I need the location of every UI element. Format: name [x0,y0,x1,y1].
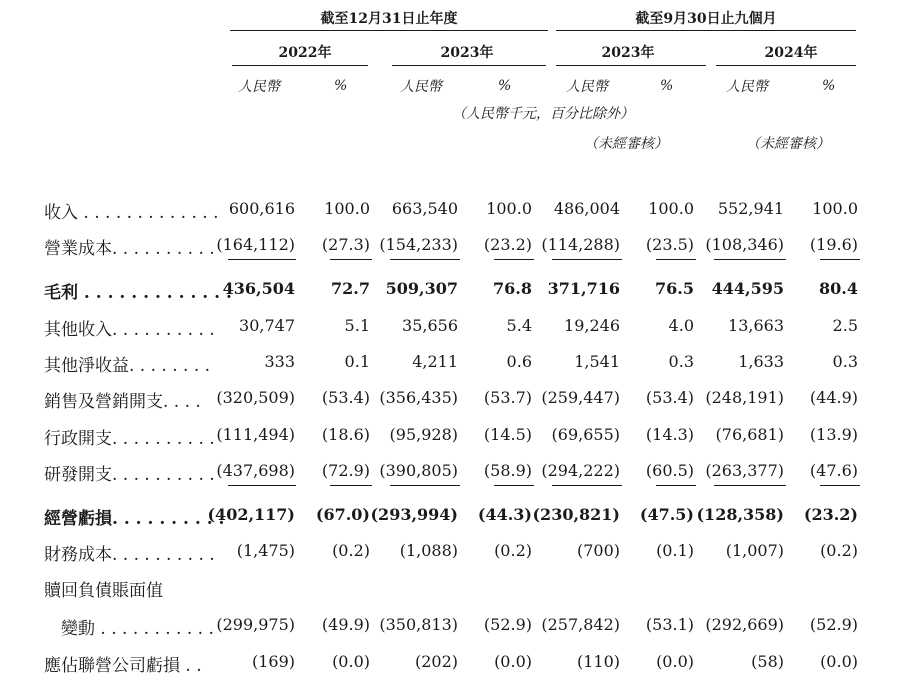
table-cell: (293,994) [370,505,458,524]
table-cell: (0.0) [820,652,858,671]
table-cell: 0.6 [506,352,532,371]
table-cell: 444,595 [711,279,784,298]
year-rule-2023-9m [556,65,706,66]
table-cell: (53.4) [321,388,370,407]
table-cell: (700) [576,541,620,560]
subtotal-rule [552,259,622,260]
table-cell: (23.5) [645,235,694,254]
table-cell: (108,346) [705,235,784,254]
table-cell: (169) [251,652,295,671]
unit-rmb-4: 人民幣 [726,79,768,95]
year-rule-2022 [232,65,368,66]
table-cell: (164,112) [216,235,295,254]
table-cell: (437,698) [216,461,295,480]
table-cell: 333 [264,352,295,371]
table-cell: (52.9) [809,615,858,634]
table-cell: (49.9) [321,615,370,634]
table-cell: (128,358) [696,505,784,524]
table-cell: 72.7 [331,279,370,298]
unit-rmb-2: 人民幣 [400,79,442,95]
table-cell: (27.3) [321,235,370,254]
table-cell: (95,928) [389,425,458,444]
table-cell: (0.2) [820,541,858,560]
unaudited-note-2023: （未經審核） [584,136,668,152]
group-title-fiscal-year: 截至12月31日止年度 [320,11,458,27]
year-rule-2024-9m [716,65,856,66]
table-cell: (53.7) [483,388,532,407]
subtotal-rule [552,485,622,486]
table-cell: (248,191) [705,388,784,407]
row-label: 應佔聯營公司虧損 . . [44,656,202,676]
table-cell: 436,504 [222,279,295,298]
row-label: 其他淨收益. . . . . . . . [44,356,211,376]
table-cell: 552,941 [717,199,784,218]
table-cell: 0.3 [668,352,694,371]
row-label: 變動 . . . . . . . . . . . [44,619,214,639]
subtotal-rule [656,259,696,260]
table-cell: (292,669) [705,615,784,634]
table-cell: 80.4 [819,279,858,298]
table-cell: 13,663 [728,316,784,335]
table-cell: (1,475) [236,541,295,560]
table-cell: 600,616 [228,199,295,218]
table-cell: 0.1 [344,352,370,371]
table-cell: (0.2) [332,541,370,560]
table-cell: (202) [414,652,458,671]
table-cell: (18.6) [321,425,370,444]
row-label: 其他收入. . . . . . . . . . [44,320,215,340]
table-cell: (114,288) [541,235,620,254]
table-cell: (1,007) [725,541,784,560]
row-label: 研發開支. . . . . . . . . . [44,465,215,485]
table-cell: 100.0 [648,199,694,218]
table-cell: (23.2) [803,505,858,524]
table-cell: 663,540 [391,199,458,218]
group-rule-fiscal-year [230,30,548,31]
table-cell: (13.9) [809,425,858,444]
unit-rmb-3: 人民幣 [566,79,608,95]
unit-pct-1: % [334,78,348,94]
table-cell: (320,509) [216,388,295,407]
subtotal-rule [656,485,696,486]
group-rule-nine-months [556,30,856,31]
row-label: 銷售及營銷開支. . . . [44,392,201,412]
table-cell: 1,633 [738,352,784,371]
table-cell: (299,975) [216,615,295,634]
table-cell: 371,716 [547,279,620,298]
row-label: 收入 . . . . . . . . . . . . . [44,203,219,223]
table-cell: (47.5) [639,505,694,524]
table-cell: 100.0 [812,199,858,218]
group-title-nine-months: 截至9月30日止九個月 [635,11,777,27]
table-cell: (154,233) [379,235,458,254]
table-cell: 35,656 [402,316,458,335]
subtotal-rule [330,259,372,260]
table-cell: (52.9) [483,615,532,634]
table-cell: (14.5) [483,425,532,444]
year-header-2024-9m: 2024年 [764,45,818,61]
table-cell: (69,655) [551,425,620,444]
table-cell: (60.5) [645,461,694,480]
row-label: 贖回負債賬面值 [44,581,163,601]
table-cell: (263,377) [705,461,784,480]
unit-pct-3: % [660,78,674,94]
unaudited-note-2024: （未經審核） [746,136,830,152]
row-label: 毛利 . . . . . . . . . . . . . [44,283,232,303]
unit-pct-2: % [498,78,512,94]
table-cell: (1,088) [399,541,458,560]
table-cell: (47.6) [809,461,858,480]
row-label: 營業成本. . . . . . . . . . [44,239,215,259]
table-cell: 19,246 [564,316,620,335]
table-cell: 76.8 [493,279,532,298]
table-cell: (0.0) [332,652,370,671]
table-cell: (76,681) [715,425,784,444]
currency-note: （人民幣千元，百分比除外） [452,106,634,122]
table-cell: (72.9) [321,461,370,480]
subtotal-rule [714,485,786,486]
row-label: 經營虧損. . . . . . . . . . [44,509,225,529]
table-cell: (53.1) [645,615,694,634]
table-cell: (0.1) [656,541,694,560]
table-cell: (257,842) [541,615,620,634]
subtotal-rule [820,485,860,486]
table-cell: 486,004 [553,199,620,218]
subtotal-rule [820,259,860,260]
subtotal-rule [494,259,534,260]
table-cell: (350,813) [379,615,458,634]
table-cell: 76.5 [655,279,694,298]
table-cell: (402,117) [207,505,295,524]
table-cell: (67.0) [315,505,370,524]
table-cell: 100.0 [324,199,370,218]
table-cell: (259,447) [541,388,620,407]
table-cell: 0.3 [832,352,858,371]
table-cell: 5.1 [344,316,370,335]
table-cell: (53.4) [645,388,694,407]
table-cell: 2.5 [832,316,858,335]
subtotal-rule [390,485,460,486]
table-cell: (356,435) [379,388,458,407]
table-cell: (44.3) [477,505,532,524]
table-cell: (44.9) [809,388,858,407]
subtotal-rule [494,485,534,486]
table-cell: (58.9) [483,461,532,480]
table-cell: (0.0) [494,652,532,671]
table-cell: (0.0) [656,652,694,671]
table-cell: (0.2) [494,541,532,560]
subtotal-rule [330,485,372,486]
unit-rmb-1: 人民幣 [238,79,280,95]
year-rule-2023 [392,65,546,66]
unit-pct-4: % [822,78,836,94]
year-header-2023: 2023年 [440,45,494,61]
subtotal-rule [228,259,296,260]
row-label: 財務成本. . . . . . . . . . [44,545,215,565]
table-cell: (19.6) [809,235,858,254]
table-cell: (390,805) [379,461,458,480]
table-cell: 4.0 [668,316,694,335]
table-cell: 100.0 [486,199,532,218]
table-cell: (110) [576,652,620,671]
table-cell: (23.2) [483,235,532,254]
subtotal-rule [228,485,296,486]
year-header-2023-9m: 2023年 [601,45,655,61]
table-cell: (58) [751,652,784,671]
row-label: 行政開支. . . . . . . . . . [44,429,215,449]
table-cell: (111,494) [216,425,295,444]
subtotal-rule [390,259,460,260]
table-cell: 509,307 [385,279,458,298]
table-cell: 5.4 [506,316,532,335]
table-cell: 4,211 [412,352,458,371]
table-cell: 30,747 [239,316,295,335]
table-cell: (14.3) [645,425,694,444]
table-cell: 1,541 [574,352,620,371]
subtotal-rule [714,259,786,260]
year-header-2022: 2022年 [278,45,332,61]
table-cell: (294,222) [541,461,620,480]
table-cell: (230,821) [532,505,620,524]
